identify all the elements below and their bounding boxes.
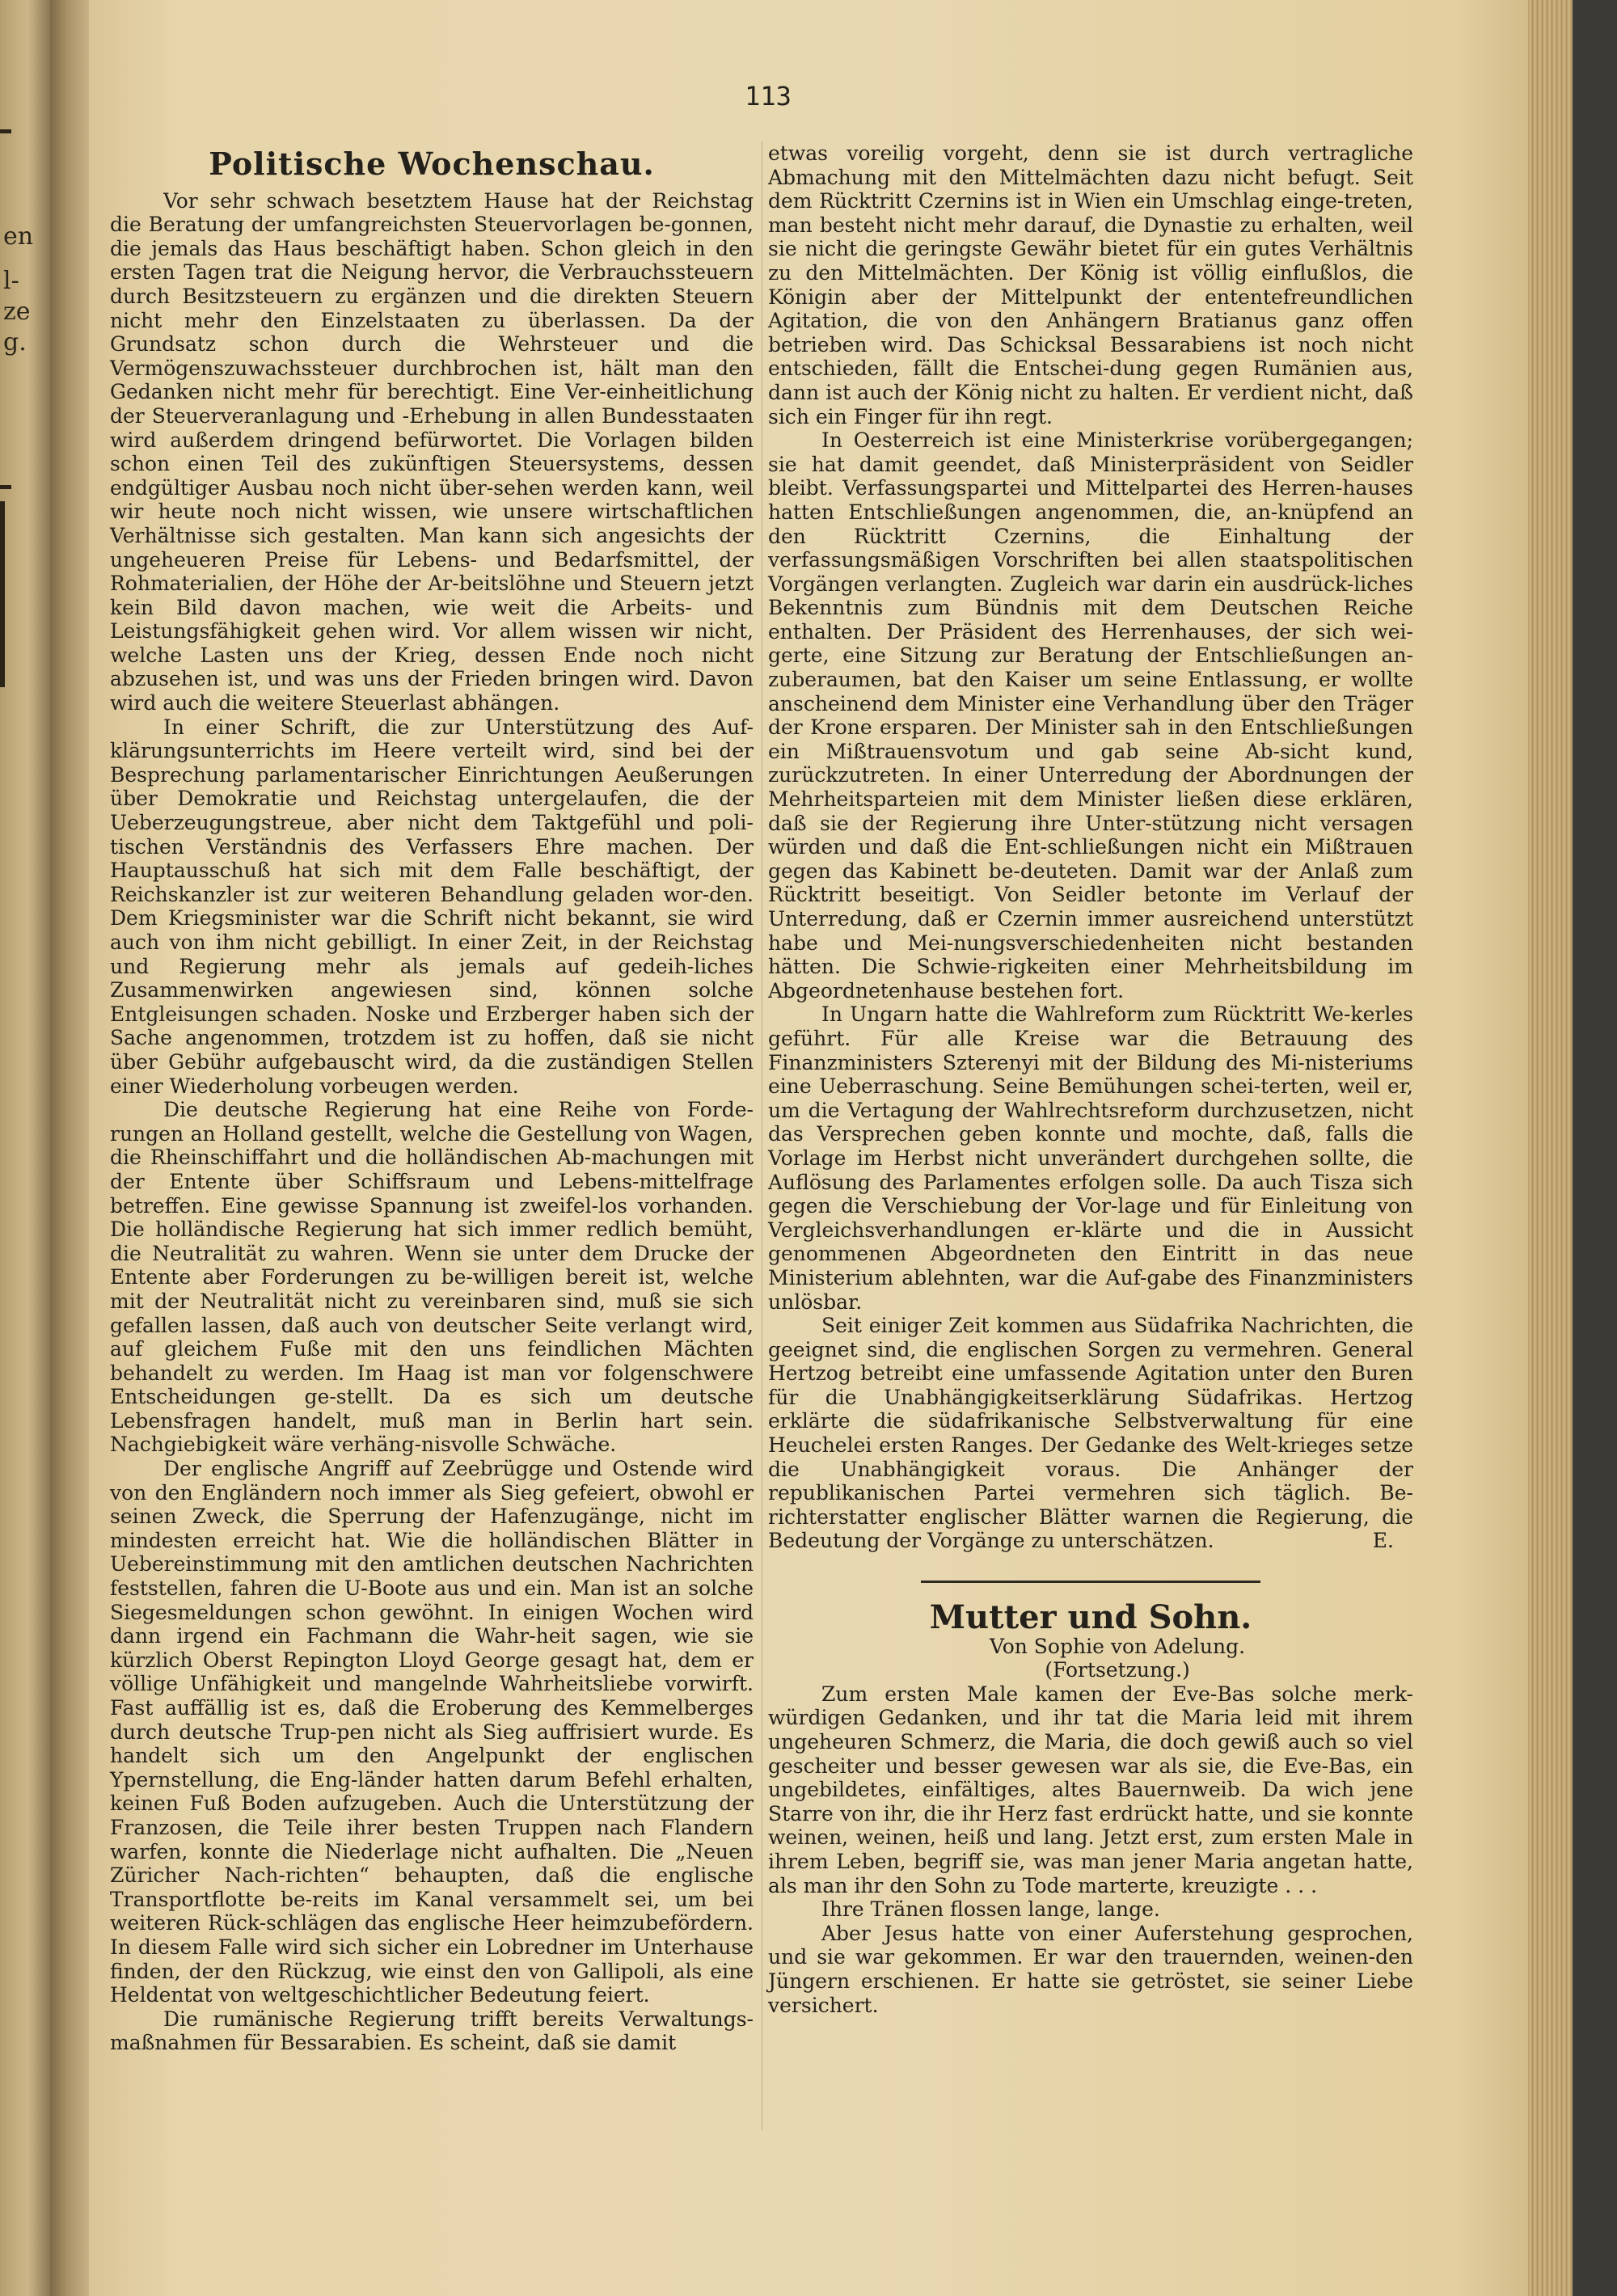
margin-fragment: g. (3, 328, 27, 357)
story-paragraph: Aber Jesus hatte von einer Auferstehung gesprochen, und sie war gekommen. Er war den trauernden, weinen-den Jüngern erschienen. Er hatte sie getröstet, sie seiner Liebe versichert. (768, 1921, 1413, 2017)
margin-rule (0, 501, 5, 687)
story-paragraph: Ihre Tränen flossen lange, lange. (821, 1897, 1160, 1922)
article-continuation: etwas voreilig vorgeht, denn sie ist durch vertragliche Abmachung mit den Mittelmächten dazu nicht befugt. Seit dem Rücktritt Czernins ist in Wien ein Umschlag einge-treten, man besteht nicht mehr darauf, die Dynastie zu erhalten, weil sie nicht die geringste Gewähr bietet für ein gutes Verhältnis zu den Mittelmächten. Der König ist völlig einflußlos, die Königin aber der Mittelpunkt der ententefreundlichen Agitation, die von den Anhängern Bratianus ganz offen betrieben wird. Das Schicksal Bessarabiens ist noch nicht entschieden, fällt die Entschei-dung gegen Rumänien aus, dann ist auch der König nicht zu halten. Er verdient nicht, daß sich ein Finger für ihn regt. (768, 141, 1413, 428)
page-number: 113 (745, 81, 792, 112)
article-paragraph: In Oesterreich ist eine Ministerkrise vorübergegangen; sie hat damit geendet, daß Ministerpräsident von Seidler bleibt. Verfassungspartei und Mittelpartei des Herren-hauses hatten Entschließungen angenommen, die, an-knüpfend an den Rücktritt Czernins, die Einhaltung der verfassungsmäßigen Vorschriften bei allen staatspolitischen Vorgängen verlangten. Zugleich war darin ein ausdrück-liches Bekenntnis zum Bündnis mit dem Deutschen Reiche enthalten. Der Präsident des Herrenhauses, der sich wei-gerte, eine Sitzung zur Beratung der Entschließungen an-zuberaumen, bat den Kaiser um seine Entlassung, er wollte anscheinend dem Minister eine Verhandlung über den Träger der Krone ersparen. Der Minister sah in den Entschließungen ein Mißtrauensvotum und gab seine Ab-sicht kund, zurückzutreten. In einer Unterredung der Abordnungen der Mehrheitsparteien mit dem Minister ließen diese erklären, daß sie der Regierung ihre Unter-stützung nicht versagen würden und daß die Ent-schließungen nicht ein Mißtrauen gegen das Kabinett be-deuteten. Damit war der Anlaß zum Rücktritt beseitigt. Von Seidler betonte im Verlauf der Unterredung, daß er Czernin immer ausreichend unterstützt habe und Mei-nungsverschiedenheiten nicht bestanden hätten. Die Schwie-rigkeiten einer Mehrheitsbildung im Abgeordnetenhause bestehen fort. (768, 428, 1413, 1002)
right-column (768, 141, 1413, 2017)
page-edge (1528, 0, 1573, 2296)
article-paragraph-text: Seit einiger Zeit kommen aus Südafrika Nachrichten, die geeignet sind, die englischen Sorgen zu vermehren. General Hertzog betreibt eine umfassende Agitation unter den Buren für die Unabhängigkeitserklärung Südafrikas. Hertzog erklärte die südafrikanische Selbstverwaltung für eine Heuchelei ersten Ranges. Der Gedanke des Welt-krieges setze die Unabhängigkeit voraus. Die Anhänger der republikanischen Partei vermehren sich täglich. Be-richterstatter englischer Blätter warnen die Regierung, die Bedeutung der Vorgänge zu unterschätzen. (768, 1314, 1413, 1553)
margin-rule (0, 129, 11, 133)
section-divider (921, 1581, 1260, 1583)
article-paragraph: In einer Schrift, die zur Unterstützung des Auf-klärungsunterrichts im Heere verteilt wird, sind bei der Besprechung parlamentarischer Einrichtungen Aeußerungen über Demokratie und Reichstag untergelaufen, die der Ueberzeugungstreue, aber nicht dem Taktgefühl und poli-tischen Verständnis des Verfassers Ehre machen. Der Hauptausschuß hat sich mit dem Falle beschäftigt, der Reichskanzler ist zur weiteren Behandlung geladen wor-den. Dem Kriegsminister war die Schrift nicht bekannt, sie wird auch von ihm nicht gebilligt. In einer Zeit, in der Reichstag und Regierung mehr als jemals auf gedeih-liches Zusammenwirken angewiesen sind, können solche Entgleisungen schaden. Noske und Erzberger haben sich der Sache angenommen, trotzdem ist zu hoffen, daß sie nicht über Gebühr aufgebauscht wird, da die zuständigen Stellen einer Wiederholung vorbeugen werden. (110, 715, 754, 1098)
article-paragraph: Vor sehr schwach besetztem Hause hat der Reichstag die Beratung der umfangreichsten Steuervorlagen be-gonnen, die jemals das Haus beschäftigt haben. Schon gleich in den ersten Tagen trat die Neigung hervor, die Verbrauchssteuern durch Besitzsteuern zu ergänzen und die direkten Steuern nicht mehr den Einzelstaaten zu überlassen. Da der Grundsatz schon durch die Wehrsteuer und die Vermögenszuwachssteuer durchbrochen ist, hält man den Gedanken nicht mehr für berechtigt. Eine Ver-einheitlichung der Steuerveranlagung und -Erhebung in allen Bundesstaaten wird außerdem dringend befürwortet. Die Vorlagen bilden schon einen Teil des zukünftigen Steuersystems, dessen endgültiger Ausbau noch nicht über-sehen werden kann, weil wir heute noch nicht wissen, wie unsere wirtschaftlichen Verhältnisse sich gestalten. Man kann sich angesichts der ungeheueren Preise für Lebens- und Bedarfsmittel, der Rohmaterialien, der Höhe der Ar-beitslöhne und Steuern jetzt kein Bild davon machen, wie weit die Arbeits- und Leistungsfähigkeit gehen wird. Vor allem wissen wir nicht, welche Lasten uns der Krieg, dessen Ende noch nicht abzusehen ist, und was uns der Frieden bringen wird. Davon wird auch die weitere Steuerlast abhängen. (110, 188, 754, 715)
article-title: Politische Wochenschau. (209, 146, 655, 182)
story-paragraph: Zum ersten Male kamen der Eve-Bas solche merk-würdigen Gedanken, und ihr tat die Maria leid mit ihrem ungeheuren Schmerz, die Maria, die doch gewiß auch so viel gescheiter und besser gewesen war als sie, die Eve-Bas, ein ungebildetes, einfältiges, altes Bauernweib. Da wich jene Starre von ihr, die ihr Herz fast erdrückt hatte, und sie konnte weinen, weinen, heiß und lang. Jetzt erst, zum ersten Male in ihrem Leben, begriff sie, was man jener Maria angetan hatte, als man ihr den Sohn zu Tode marterte, kreuzigte . . . (768, 1682, 1413, 1897)
story-continued-note: (Fortsetzung.) (1045, 1658, 1190, 1682)
article-paragraph: Die deutsche Regierung hat eine Reihe von Forde-rungen an Holland gestellt, welche die Gestellung von Wagen, die Rheinschiffahrt und die holländischen Ab-machungen mit der Entente über Schiffsraum und Lebens-mittelfrage betreffen. Eine gewisse Spannung ist zweifel-los vorhanden. Die holländische Regierung hat sich immer redlich bemüht, die Neutralität zu wahren. Wenn sie unter dem Drucke der Entente aber Forderungen zu be-willigen bereit ist, welche mit der Neutralität nicht zu vereinbaren sind, muß sie sich gefallen lassen, daß auch von deutscher Seite verlangt wird, auf gleichem Fuße mit den uns feindlichen Mächten behandelt zu werden. Im Haag ist man vor folgenschwere Entscheidungen ge-stellt. Da es sich um deutsche Lebensfragen handelt, muß man in Berlin hart sein. Nachgiebigkeit wäre verhäng-nisvolle Schwäche. (110, 1098, 754, 1457)
margin-fragment: ze (3, 298, 31, 326)
article-paragraph: In Ungarn hatte die Wahlreform zum Rücktritt We-kerles geführt. Für alle Kreise war die Betrauung des Finanzministers Szterenyi mit der Bildung des Mi-nisteriums eine Ueberraschung. Seine Bemühungen schei-terten, weil er, um die Vertagung der Wahlrechtsreform durchzusetzen, nicht das Versprechen geben konnte und mochte, daß, falls die Vorlage im Herbst nicht unverändert durchgehen sollte, die Auflösung des Parlamentes erfolgen solle. Da auch Tisza sich gegen die Verschiebung der Vor-lage und für Einleitung von Vergleichsverhandlungen er-klärte und die in Aussicht genommenen Abgeordneten den Eintritt in das neue Ministerium ablehnten, war die Auf-gabe des Finanzministers unlösbar. (768, 1002, 1413, 1314)
story-byline: Von Sophie von Adelung. (989, 1634, 1246, 1658)
margin-fragment: l- (3, 267, 19, 295)
margin-rule (0, 485, 11, 489)
article-paragraph (768, 1314, 1413, 1553)
book-binding (50, 0, 89, 2296)
previous-page-strip (0, 0, 50, 2296)
book-page (89, 0, 1573, 2296)
margin-fragment: en (3, 222, 34, 251)
article-paragraph: Der englische Angriff auf Zeebrügge und Ostende wird von den Engländern noch immer als Sieg gefeiert, obwohl er seinen Zweck, die Sperrung der Hafenzugänge, nicht im mindesten erreicht hat. Wie die holländischen Blätter in Uebereinstimmung mit den amtlichen deutschen Nachrichten feststellen, fahren die U-Boote aus und ein. Man ist an solche Siegesmeldungen schon gewöhnt. In einigen Wochen wird dann irgend ein Fachmann die Wahr-heit sagen, wie sie kürzlich Oberst Repington Lloyd George gesagt hat, dem er völlige Unfähigkeit und mangelnde Wahrheitsliebe vorwirft. Fast auffällig ist es, daß die Eroberung des Kemmelberges durch deutsche Trup-pen nicht als Sieg auffrisiert wurde. Es handelt sich um den Angelpunkt der englischen Ypernstellung, die Eng-länder hatten darum Befehl erhalten, keinen Fuß Boden aufzugeben. Auch die Unterstützung der Franzosen, die Teile ihrer besten Truppen nach Flandern warfen, konnte die Niederlage nicht aufhalten. Die „Neuen Züricher Nach-richten“ behaupten, daß die englische Transportflotte be-reits im Kanal versammelt sei, um bei weiteren Rück-schlägen das englische Heer heimzubefördern. In diesem Falle wird sich sicher ein Lobredner im Unterhause finden, der den Rückzug, wie einst den von Gallipoli, als eine Heldentat von weltgeschichtlicher Bedeutung feiert. (110, 1457, 754, 2007)
left-column (110, 146, 754, 2055)
article-paragraph: Die rumänische Regierung trifft bereits Verwaltungs-maßnahmen für Bessarabien. Es scheint, daß sie damit (110, 2007, 754, 2055)
story-title: Mutter und Sohn. (929, 1598, 1252, 1637)
author-signature: E. (1372, 1529, 1394, 1553)
